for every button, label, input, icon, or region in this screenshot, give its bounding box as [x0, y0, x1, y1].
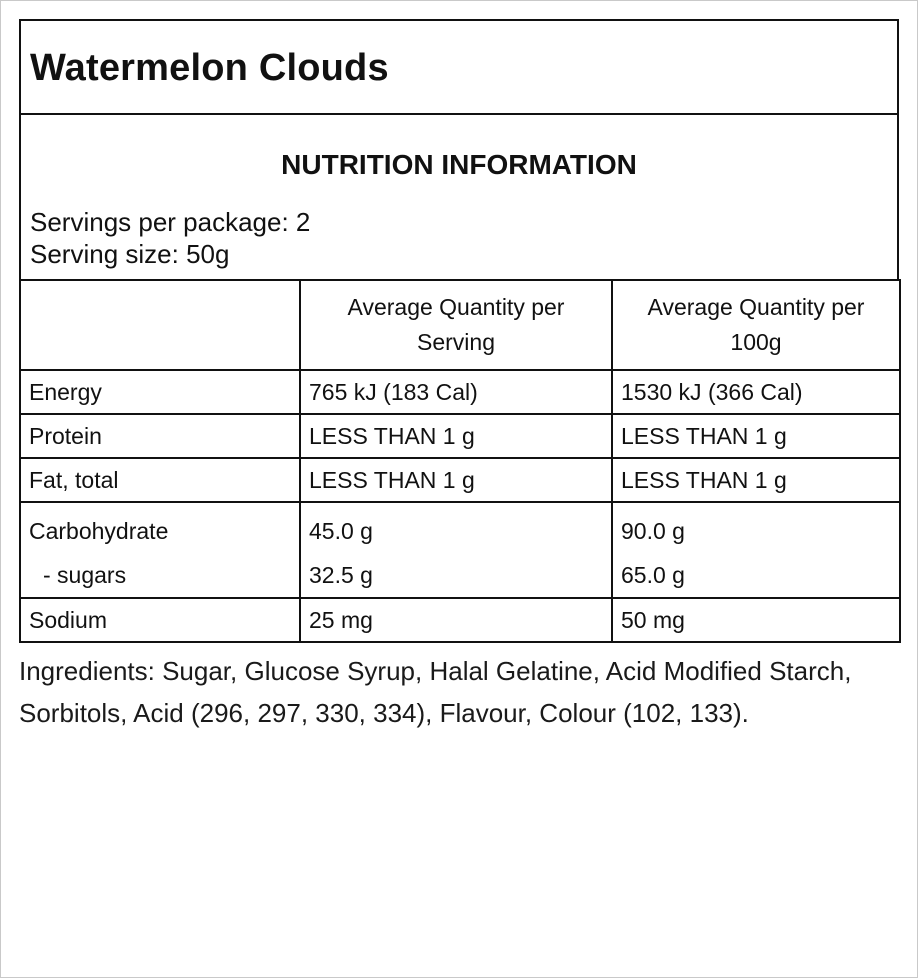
carbohydrate-cell: [20, 502, 300, 598]
ingredients-text: Ingredients: Sugar, Glucose Syrup, Halal Gelatine, Acid Modified Starch, Sorbitols, Acid (296, 297, 330, 334), Flavour, Colour (102, 133).: [19, 656, 852, 728]
column-header-per-serving: Average Quantity per Serving: [300, 280, 612, 370]
table-row-energy: [20, 370, 900, 414]
sodium-label: Sodium: [20, 598, 300, 642]
carbohydrate-label: Carbohydrate: [29, 518, 169, 544]
fat-per-serving: LESS THAN 1 g: [300, 458, 612, 502]
product-title: Watermelon Clouds: [30, 47, 389, 89]
carbohydrate-per-serving-cell: [300, 502, 612, 598]
servings-per-package: Servings per package: 2: [30, 207, 311, 237]
sugars-label: - sugars: [43, 562, 127, 588]
carbohydrate-per-100g: 90.0 g: [621, 518, 685, 544]
nutrition-table: [19, 279, 901, 643]
sugars-per-serving: 32.5 g: [309, 562, 373, 588]
energy-per-serving: 765 kJ (183 Cal): [300, 370, 612, 414]
sodium-per-100g: 50 mg: [612, 598, 900, 642]
product-title-box: [19, 19, 899, 115]
protein-label: Protein: [20, 414, 300, 458]
table-row-fat: [20, 458, 900, 502]
table-row-carbohydrate: [20, 502, 900, 598]
table-row-protein: [20, 414, 900, 458]
serving-size: Serving size: 50g: [30, 239, 230, 269]
fat-per-100g: LESS THAN 1 g: [612, 458, 900, 502]
table-header-row: [20, 280, 900, 370]
table-row-sodium: [20, 598, 900, 642]
column-header-nutrient: [20, 280, 300, 370]
energy-per-100g: 1530 kJ (366 Cal): [612, 370, 900, 414]
carbohydrate-per-serving: 45.0 g: [309, 518, 373, 544]
sodium-per-serving: 25 mg: [300, 598, 612, 642]
carbohydrate-per-100g-cell: [612, 502, 900, 598]
fat-label: Fat, total: [20, 458, 300, 502]
column-header-per-100g: Average Quantity per 100g: [612, 280, 900, 370]
nutrition-heading: NUTRITION INFORMATION: [281, 149, 637, 180]
protein-per-100g: LESS THAN 1 g: [612, 414, 900, 458]
nutrition-info-box: [19, 113, 899, 281]
protein-per-serving: LESS THAN 1 g: [300, 414, 612, 458]
sugars-per-100g: 65.0 g: [621, 562, 685, 588]
energy-label: Energy: [20, 370, 300, 414]
